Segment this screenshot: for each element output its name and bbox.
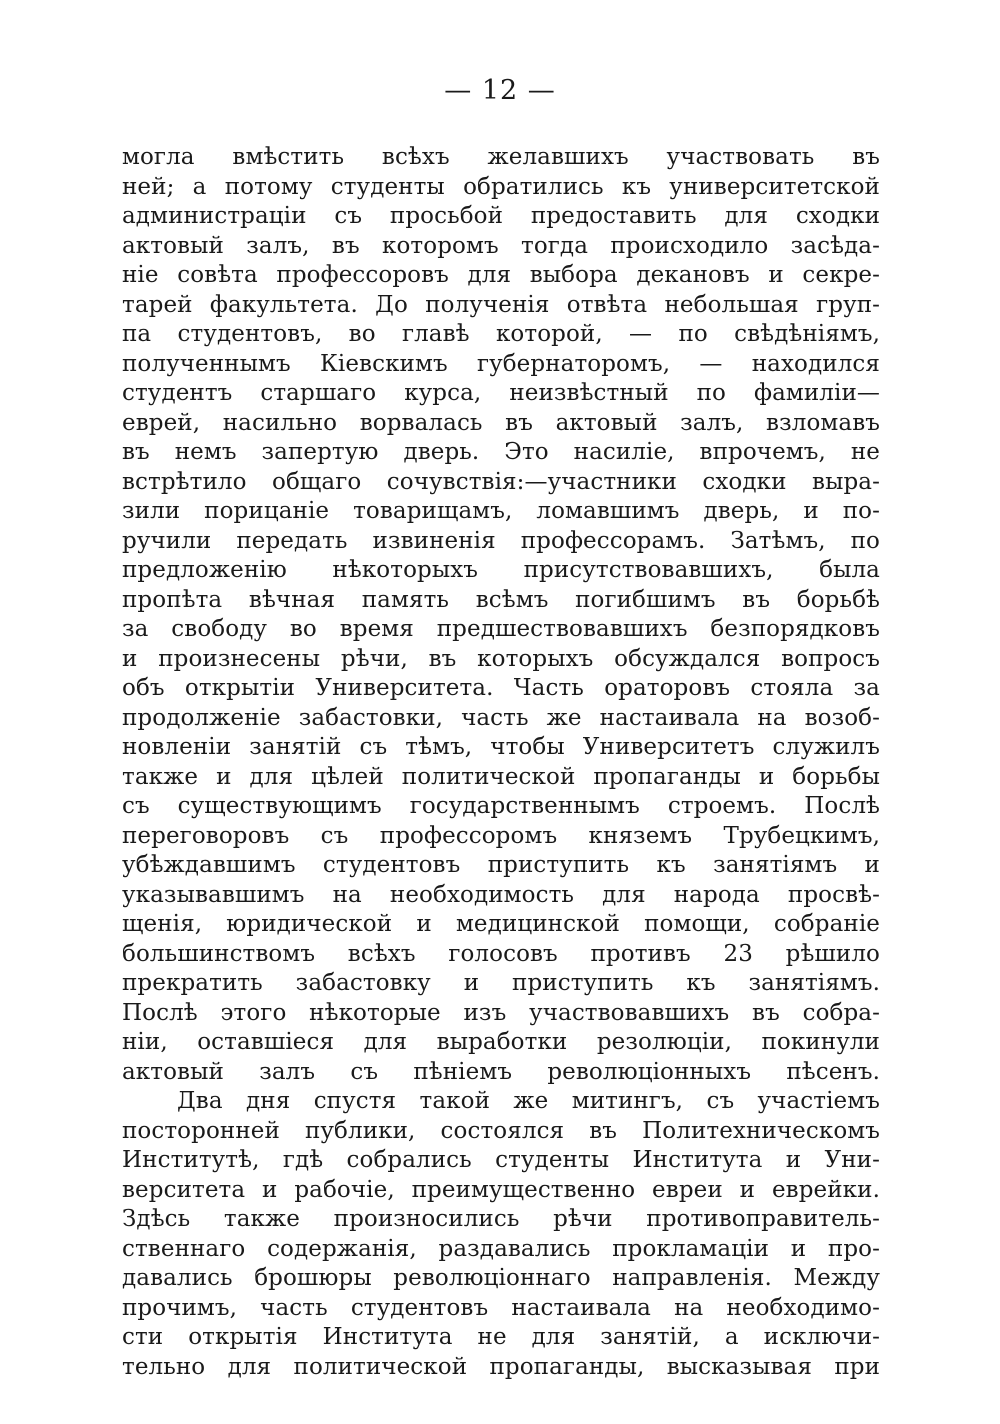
text-line: переговоровъ съ профессоромъ княземъ Трубецкимъ, (122, 822, 880, 849)
text-line: ніе совѣта профессоровъ для выбора декановъ и секре- (122, 262, 880, 288)
text-line: студентъ старшаго курса, неизвѣстный по фамиліи— (122, 380, 880, 406)
text-line: съ существующимъ государственнымъ строемъ. Послѣ (122, 793, 880, 819)
text-line: еврей, насильно ворвалась въ актовый залъ, взломавъ (122, 409, 880, 436)
text-line: новленіи занятій съ тѣмъ, чтобы Университетъ служилъ (122, 734, 880, 760)
text-line: Два дня спустя такой же митингъ, съ участіемъ (177, 1088, 880, 1114)
text-line: встрѣтило общаго сочувствія:—участники сходки выра- (122, 468, 880, 495)
text-line: прочимъ, часть студентовъ настаивала на необходимо- (122, 1294, 880, 1321)
text-line: Институтѣ, гдѣ собрались студенты Института и Уни- (122, 1147, 880, 1173)
text-line: могла вмѣстить всѣхъ желавшихъ участвовать въ (122, 144, 880, 170)
text-line: администраціи съ просьбой предоставить для сходки (122, 203, 880, 229)
text-line: полученнымъ Кіевскимъ губернаторомъ, — находился (122, 350, 880, 377)
text-line: ственнаго содержанія, раздавались прокламаціи и про- (122, 1235, 880, 1262)
text-line: Здѣсь также произносились рѣчи противоправитель- (122, 1206, 880, 1232)
text-line: ней; а потому студенты обратились къ университетской (122, 173, 880, 200)
text-line: тарей факультета. До полученія отвѣта небольшая груп- (122, 291, 880, 318)
text-line: также и для цѣлей политической пропаганды и борьбы (122, 763, 880, 790)
text-line: зили порицаніе товарищамъ, ломавшимъ дверь, и по- (122, 498, 880, 524)
text-line: верситета и рабочіе, преимущественно евреи и еврейки. (122, 1176, 880, 1203)
text-line: предложенію нѣкоторыхъ присутствовавшихъ, была (122, 557, 880, 583)
text-line: тельно для политической пропаганды, высказывая при (122, 1353, 880, 1380)
text-line: большинствомъ всѣхъ голосовъ противъ 23 рѣшило (122, 940, 880, 967)
text-line: убѣждавшимъ студентовъ приступить къ занятіямъ и (122, 852, 880, 878)
text-line: щенія, юридической и медицинской помощи, собраніе (122, 911, 880, 937)
text-line: ручили передать извиненія профессорамъ. Затѣмъ, по (122, 527, 880, 554)
text-line: за свободу во время предшествовавшихъ безпорядковъ (122, 616, 880, 642)
text-line: продолженіе забастовки, часть же настаивала на возоб- (122, 704, 880, 731)
text-line: сти открытія Института не для занятій, а исключи- (122, 1324, 880, 1350)
text-line: указывавшимъ на необходимость для народа просвѣ- (122, 881, 880, 908)
text-line: актовый залъ съ пѣніемъ революціонныхъ пѣсенъ. (122, 1058, 880, 1085)
text-line: пропѣта вѣчная память всѣмъ погибшимъ въ борьбѣ (122, 586, 880, 613)
text-line: ніи, оставшіеся для выработки резолюціи, покинули (122, 1029, 880, 1055)
page-number: — 12 — (444, 75, 556, 106)
text-line: объ открытіи Университета. Часть ораторовъ стояла за (122, 675, 880, 701)
text-line: посторонней публики, состоялся въ Политехническомъ (122, 1117, 880, 1144)
text-line: прекратить забастовку и приступить къ занятіямъ. (122, 970, 880, 996)
text-line: и произнесены рѣчи, въ которыхъ обсуждался вопросъ (122, 645, 880, 672)
text-line: въ немъ запертую дверь. Это насиліе, впрочемъ, не (122, 439, 880, 465)
text-line: Послѣ этого нѣкоторые изъ участвовавшихъ въ собра- (122, 999, 880, 1026)
body-text (122, 143, 880, 1382)
text-line: давались брошюры революціоннаго направленія. Между (122, 1265, 880, 1291)
text-line: актовый залъ, въ которомъ тогда происходило засѣда- (122, 232, 880, 259)
text-line: па студентовъ, во главѣ которой, — по свѣдѣніямъ, (122, 321, 880, 347)
